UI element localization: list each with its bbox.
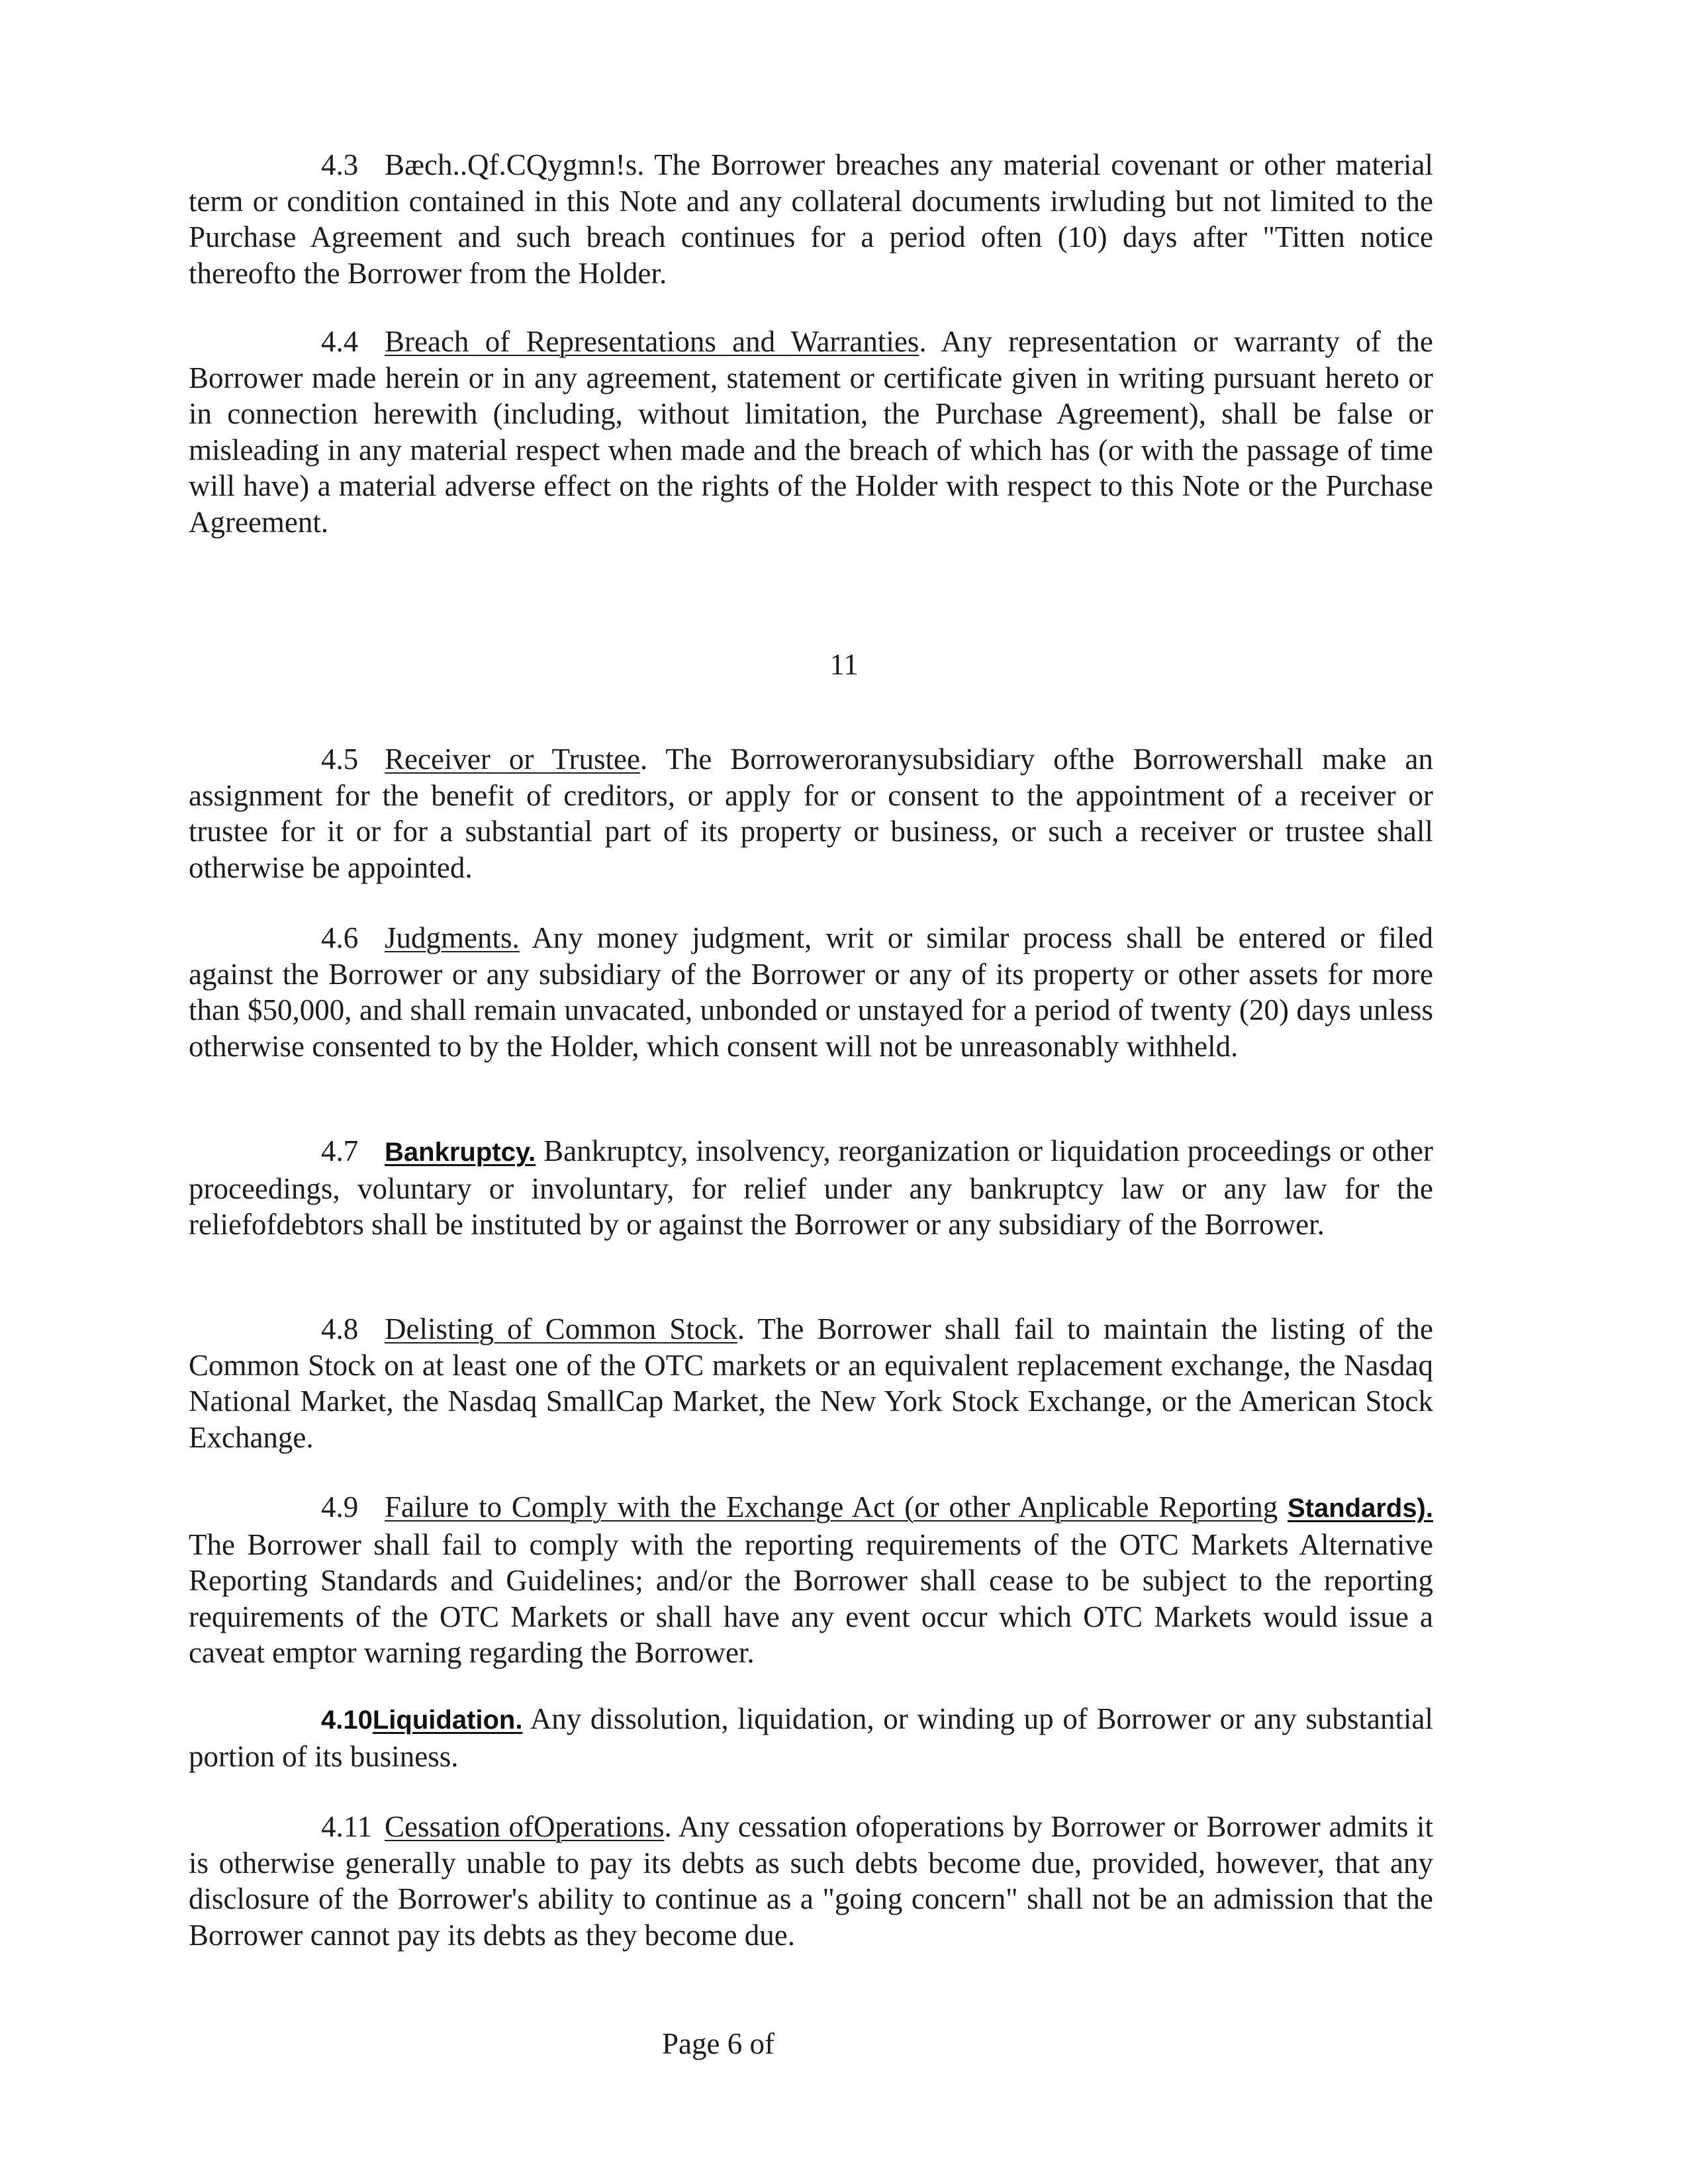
section-title: Receiver or Trustee <box>385 743 640 776</box>
section-body: Any dissolution, liquidation, or winding up of Borrower or any substantial portion of its business. <box>189 1702 1433 1773</box>
section-title: Breach of Representations and Warranties <box>385 325 919 358</box>
section-4-8 <box>189 1311 1433 1455</box>
section-4-3 <box>189 147 1433 291</box>
section-body: The Borrower breaches any material covenant or other material term or condition contained in this Note and any collateral documents irwluding but not limited to the Purchase Agreement and such breach continues for a period often (10) days after "Titten notice thereofto the Borrower from the Holder. <box>189 148 1433 290</box>
section-title: Failure to Comply with the Exchange Act (or other Anplicable Reporting <box>385 1490 1278 1524</box>
section-body: Any money judgment, writ or similar process shall be entered or filed against the Borrower or any subsidiary of the Borrower or any of its property or other assets for more than $50,000, and shall remain unvacated, unbonded or unstayed for a period of twenty (20) days unless otherwise consented to by the Holder, which consent will not be unreasonably withheld. <box>189 921 1433 1063</box>
section-body: . The Borroweroranysubsidiary ofthe Borrowershall make an assignment for the benefit of creditors, or apply for or consent to the appointment of a receiver or trustee for it or for a substantial part of its property or business, or such a receiver or trustee shall otherwise be appointed. <box>189 743 1433 884</box>
section-number: 4.11 <box>321 1810 373 1843</box>
page-marker: 11 <box>829 648 859 681</box>
section-body: . Any representation or warranty of the Borrower made herein or in any agreement, statement or certificate given in writing pursuant hereto or in connection herewith (including, without limitation, the Purchase Agreement), shall be false or misleading in any material respect when made and the breach of which has (or with the passage of time will have) a material adverse effect on the rights of the Holder with respect to this Note or the Purchase Agreement. <box>189 325 1433 539</box>
section-body: Bankruptcy, insolvency, reorganization or liquidation proceedings or other proceedings, voluntary or involuntary, for relief under any bankruptcy law or any law for the reliefofdebtors shall be instituted by or against the Borrower or any subsidiary of the Borrower. <box>189 1134 1433 1241</box>
section-number: 4.6 <box>321 921 359 954</box>
section-number: 4.5 <box>321 743 359 776</box>
section-4-9 <box>189 1489 1433 1671</box>
section-number: 4.4 <box>321 325 359 358</box>
section-title: Bankruptcy. <box>385 1138 536 1167</box>
section-4-5 <box>189 741 1433 886</box>
section-body: . Any cessation ofoperations by Borrower or Borrower admits it is otherwise generally unable to pay its debts as such debts become due, provided, however, that any disclosure of the Borrower's ability to continue as a "going concern" shall not be an admission that the Borrower cannot pay its debts as they become due. <box>189 1810 1434 1952</box>
section-title-continued: Standards). <box>1287 1494 1433 1523</box>
section-title: Judgments. <box>385 921 520 954</box>
section-number: 4.10 <box>321 1706 373 1735</box>
section-4-7 <box>189 1133 1433 1243</box>
section-number: 4.9 <box>321 1490 359 1524</box>
section-number: 4.7 <box>321 1134 359 1167</box>
section-title: Liquidation. <box>372 1706 523 1735</box>
page-footer: Page 6 of <box>662 2027 774 2060</box>
section-body: The Borrower shall fail to comply with the reporting requirements of the OTC Markets Alternative Reporting Standards and Guidelines; and/or the Borrower shall cease to be subject to the reporting requirements of the OTC Markets or shall have any event occur which OTC Markets would issue a caveat emptor warning regarding the Borrower. <box>189 1527 1433 1669</box>
section-4-10 <box>189 1701 1433 1774</box>
section-body: . The Borrower shall fail to maintain the listing of the Common Stock on at least one of the OTC markets or an equivalent replacement exchange, the Nasdaq National Market, the Nasdaq SmallCap Market, the New York Stock Exchange, or the American Stock Exchange. <box>189 1312 1433 1454</box>
section-4-4 <box>189 324 1433 540</box>
section-title: Cessation ofOperations <box>385 1810 665 1843</box>
section-4-6 <box>189 920 1433 1064</box>
section-4-11 <box>189 1809 1433 1953</box>
section-number: 4.8 <box>321 1312 359 1345</box>
section-title: Bæch..Qf.CQygmn!s. <box>385 148 645 181</box>
section-number: 4.3 <box>321 148 359 181</box>
section-title: Delisting of Common Stock <box>385 1312 737 1345</box>
